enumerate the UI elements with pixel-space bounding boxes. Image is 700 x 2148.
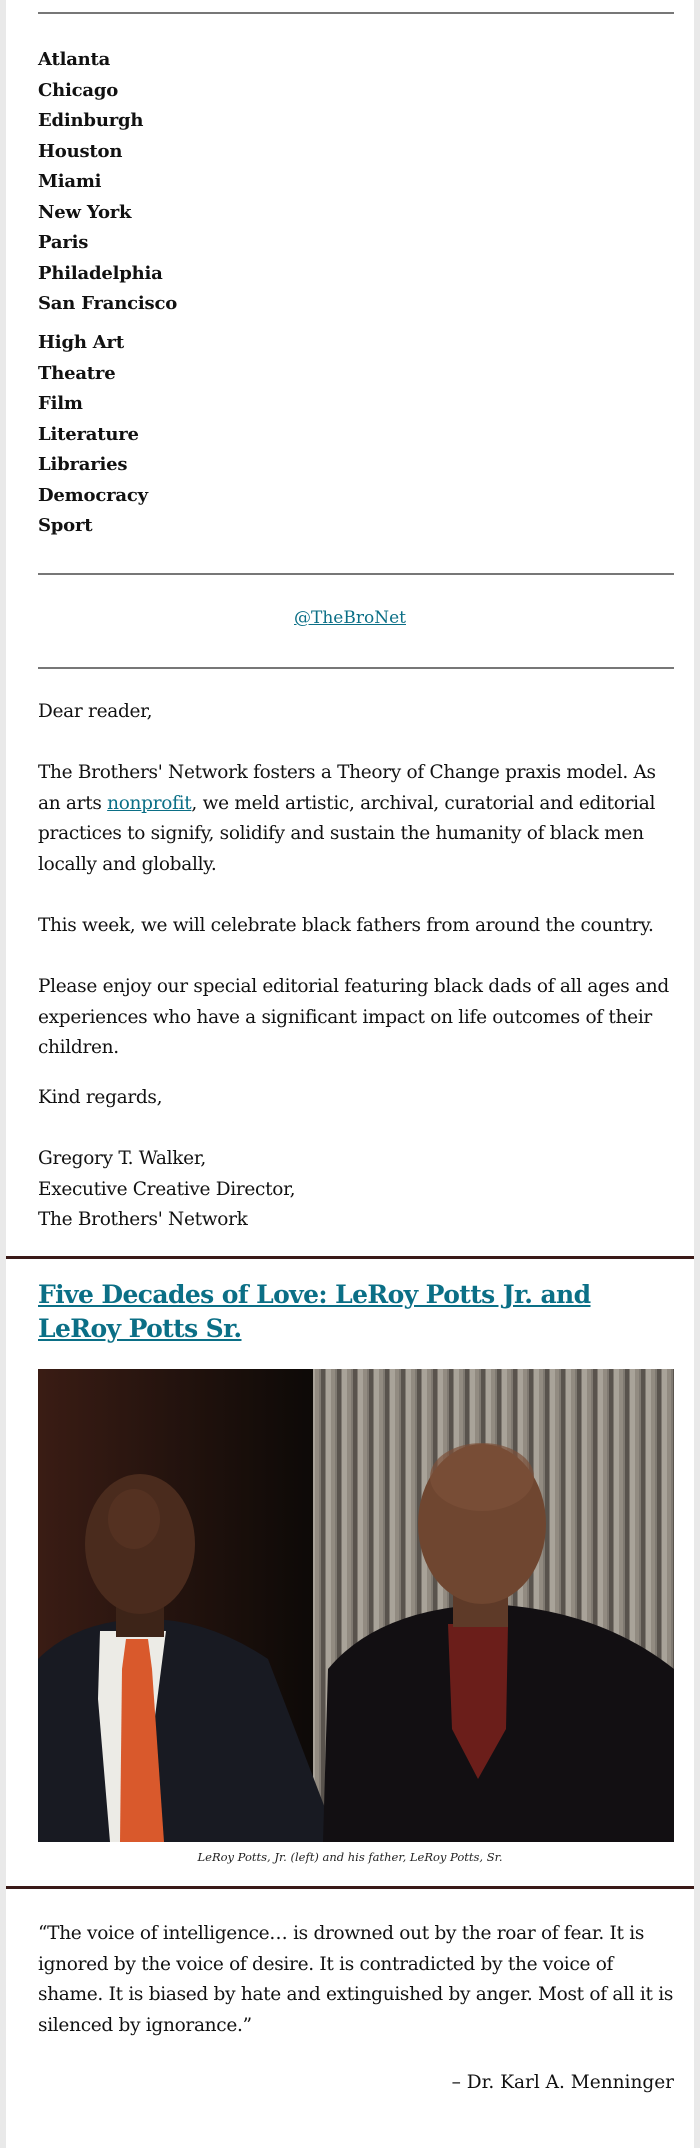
city-link-san-francisco[interactable]: San Francisco xyxy=(38,293,178,314)
city-link-miami[interactable]: Miami xyxy=(38,171,102,192)
letter-greeting: Dear reader, xyxy=(38,701,153,722)
nav-divider xyxy=(38,573,674,575)
city-link-paris[interactable]: Paris xyxy=(38,232,89,253)
topic-link-literature[interactable]: Literature xyxy=(38,423,139,445)
topic-link-libraries[interactable]: Libraries xyxy=(38,454,128,475)
topic-list xyxy=(38,328,148,542)
letter-celebrate-paragraph: This week, we will celebrate black fathers from around the country. xyxy=(38,915,654,936)
article-title-link[interactable]: Five Decades of Love: LeRoy Potts Jr. and LeRoy Potts Sr. xyxy=(38,1280,591,1343)
twitter-handle-link[interactable]: @TheBroNet xyxy=(294,608,406,628)
intro-text-end: , we meld artistic, archival, curatorial and editorial practices to signify, solidify and sustain the humanity of black men locally and globally. xyxy=(38,792,656,875)
city-link-chicago[interactable]: Chicago xyxy=(38,79,119,101)
city-link-atlanta[interactable]: Atlanta xyxy=(38,49,111,70)
city-link-edinburgh[interactable]: Edinburgh xyxy=(38,110,144,131)
city-link-philadelphia[interactable]: Philadelphia xyxy=(38,262,163,284)
social-divider xyxy=(38,667,674,669)
topic-link-democracy[interactable]: Democracy xyxy=(38,484,148,506)
newsletter-page xyxy=(6,0,694,2148)
article-divider xyxy=(6,1256,694,1259)
intro-text-start: The Brothers' Network fosters a Theory of Change praxis model. As an arts xyxy=(38,762,656,814)
topic-link-film[interactable]: Film xyxy=(38,393,83,414)
topic-link-sport[interactable]: Sport xyxy=(38,515,93,536)
top-divider xyxy=(38,12,674,14)
signature-title: Executive Creative Director, xyxy=(38,1178,296,1200)
quote-text: “The voice of intelligence… is drowned out by the roar of fear. It is ignored by the voice of desire. It is contradicted by the voice of shame. It is biased by hate and extinguished by anger. Most of all it is silenced by ignorance.” xyxy=(38,1923,674,2036)
father-son-photo-illustration xyxy=(38,1369,674,1842)
city-link-new-york[interactable]: New York xyxy=(38,201,132,223)
city-list xyxy=(38,45,177,320)
letter-intro-paragraph xyxy=(38,758,678,880)
topic-link-theatre[interactable]: Theatre xyxy=(38,362,116,384)
nonprofit-link[interactable]: nonprofit xyxy=(107,792,192,814)
signature-name: Gregory T. Walker, xyxy=(38,1148,206,1169)
quote-attribution: – Dr. Karl A. Menninger xyxy=(451,2072,674,2093)
quote-divider xyxy=(6,1886,694,1889)
article-photo xyxy=(38,1369,674,1842)
topic-link-high-art[interactable]: High Art xyxy=(38,332,124,353)
letter-editorial-paragraph: Please enjoy our special editorial featuring black dads of all ages and experiences who have a significant impact on life outcomes of their children. xyxy=(38,976,669,1058)
city-link-houston[interactable]: Houston xyxy=(38,140,123,162)
photo-caption: LeRoy Potts, Jr. (left) and his father, LeRoy Potts, Sr. xyxy=(197,1850,503,1864)
signature-organization: The Brothers' Network xyxy=(38,1209,248,1230)
letter-signature xyxy=(38,1144,678,1236)
letter-closing: Kind regards, xyxy=(38,1087,163,1108)
